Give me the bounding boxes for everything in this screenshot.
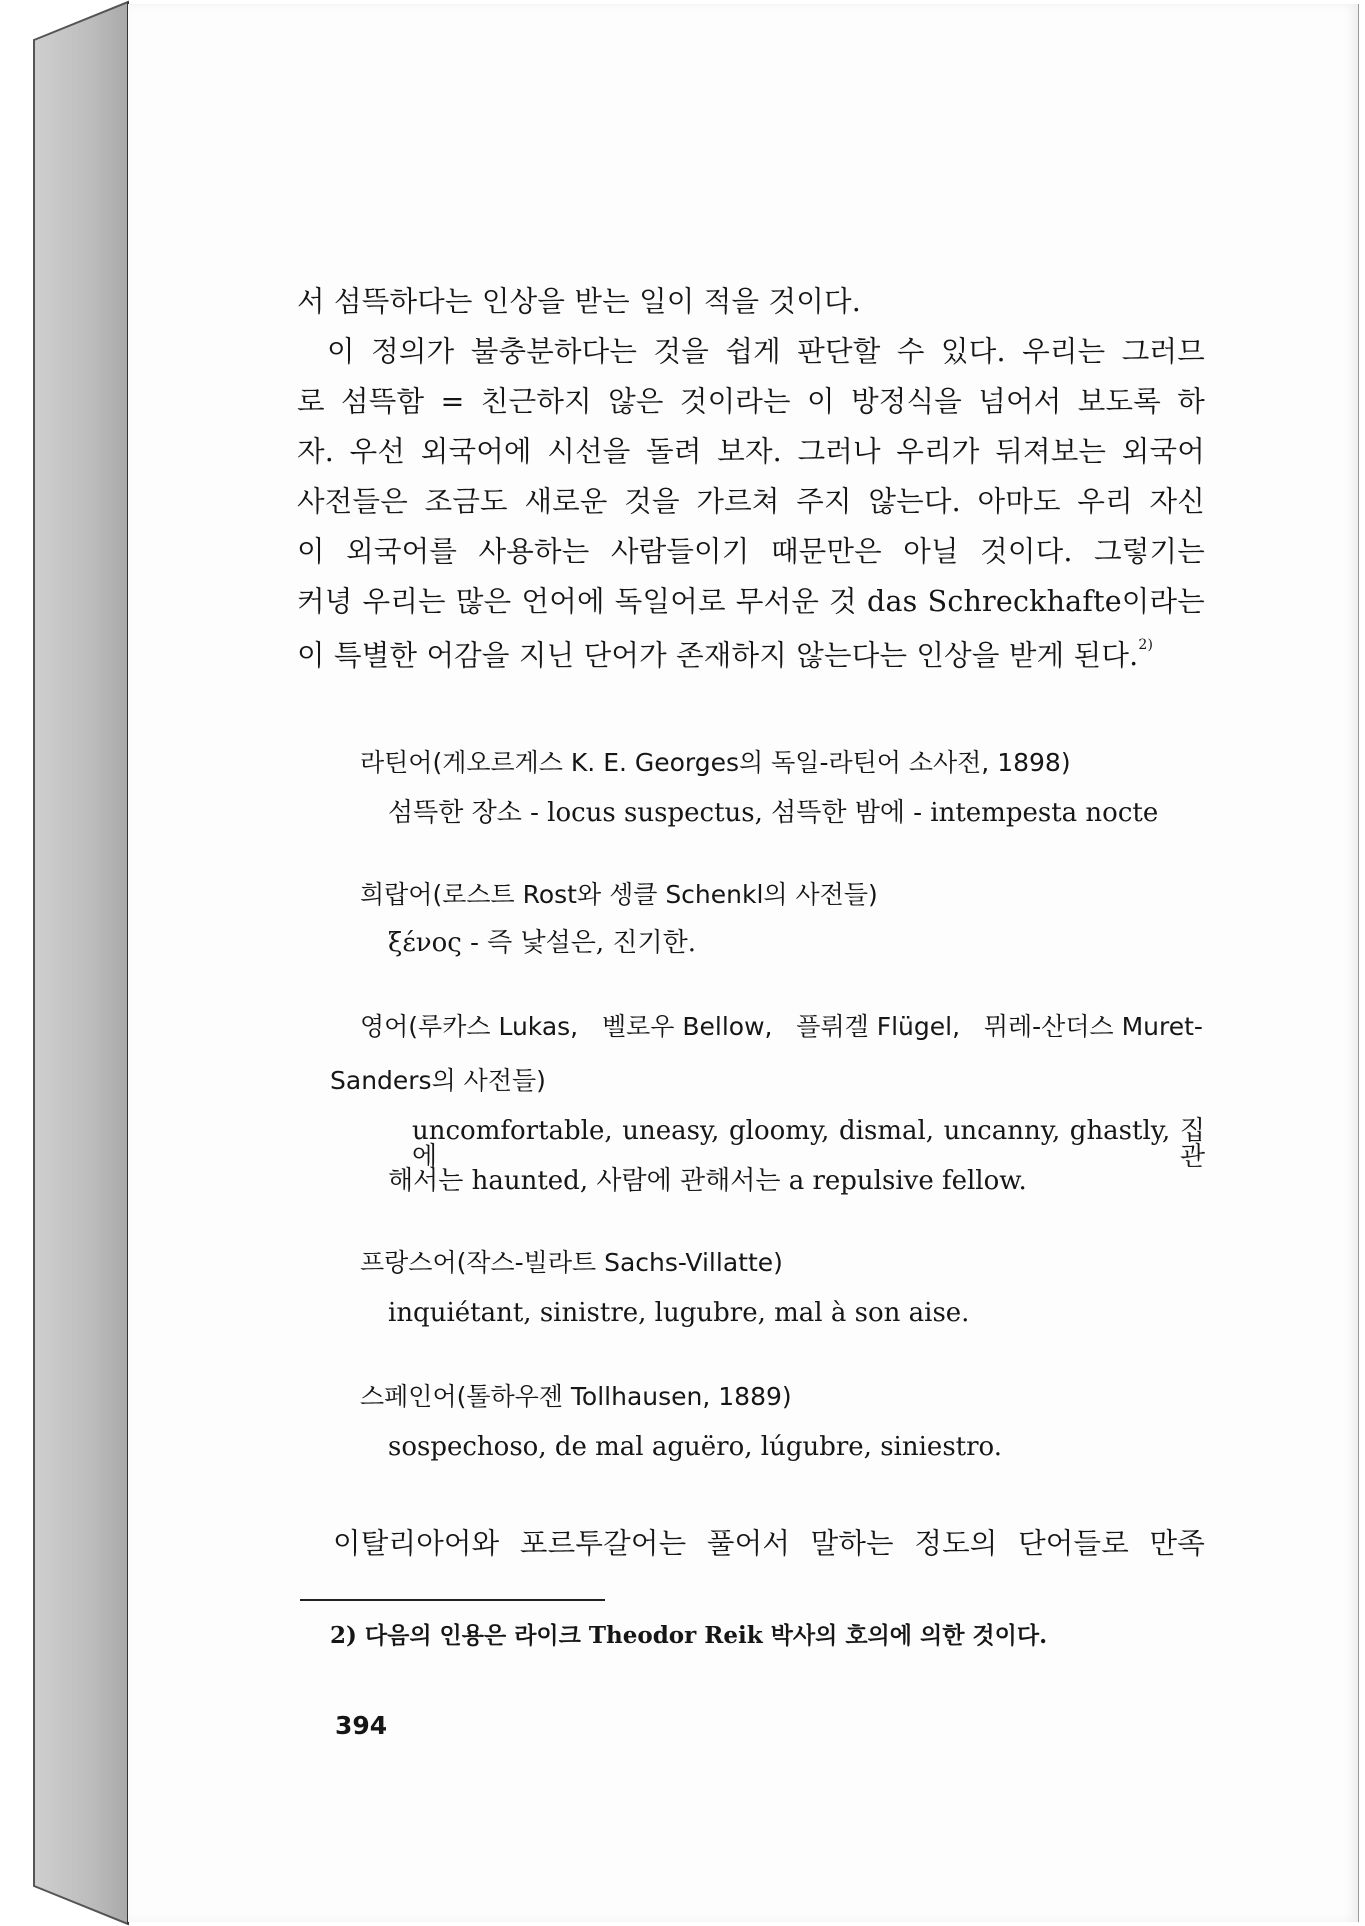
dictionary-entry: ξένος - 즉 낯설은, 진기한. [388, 928, 696, 958]
dictionary-heading-english: 영어(루카스 Lukas, 벨로우 Bellow, 플뤼겔 Flügel, 뮈레-산더스 Muret- [360, 1012, 1203, 1041]
dictionary-heading-french: 프랑스어(작스-빌라트 Sachs-Villatte) [360, 1248, 783, 1277]
paragraph-line: 자. 우선 외국어에 시선을 돌려 보자. 그러나 우리가 뒤져보는 외국어 [297, 435, 1205, 468]
paragraph-line: 사전들은 조금도 새로운 것을 가르쳐 주지 않는다. 아마도 우리 자신 [297, 485, 1205, 518]
paragraph-line: 커녕 우리는 많은 언어에 독일어로 무서운 것 das Schreckhafte이라는 [297, 585, 1205, 618]
page-number: 394 [335, 1711, 388, 1740]
paragraph-line: 서 섬뜩하다는 인상을 받는 일이 적을 것이다. [297, 285, 861, 318]
dictionary-entry: sospechoso, de mal aguëro, lúgubre, siniestro. [388, 1432, 1002, 1462]
paragraph-line: 로 섬뜩함 = 친근하지 않은 것이라는 이 방정식을 넘어서 보도록 하 [297, 385, 1205, 418]
dictionary-heading-greek: 희랍어(로스트 Rost와 셍클 Schenkl의 사전들) [360, 880, 878, 909]
dictionary-heading-latin: 라틴어(게오르게스 K. E. Georges의 독일-라틴어 소사전, 1898) [360, 748, 1071, 777]
dictionary-entry: 해서는 haunted, 사람에 관해서는 a repulsive fellow. [388, 1166, 1027, 1196]
paragraph-line [297, 638, 1153, 671]
footnote-marker: 2) [1138, 637, 1154, 653]
dictionary-entry: inquiétant, sinistre, lugubre, mal à son aise. [388, 1298, 970, 1328]
paragraph-line: 이탈리아어와 포르투갈어는 풀어서 말하는 정도의 단어들로 만족 [333, 1527, 1205, 1560]
dictionary-heading-english-cont: Sanders의 사전들) [330, 1066, 546, 1095]
dictionary-heading-spanish: 스페인어(톨하우젠 Tollhausen, 1889) [360, 1382, 792, 1411]
footnote-text: 2) 다음의 인용은 라이크 Theodor Reik 박사의 호의에 의한 것이다. [330, 1622, 1048, 1649]
paragraph-line-text: 이 특별한 어감을 지닌 단어가 존재하지 않는다는 인상을 받게 된다. [297, 639, 1139, 672]
dictionary-entry: 섬뜩한 장소 - locus suspectus, 섬뜩한 밤에 - intempesta nocte [388, 798, 1159, 828]
footnote-rule [300, 1599, 605, 1601]
paragraph-line: 이 정의가 불충분하다는 것을 쉽게 판단할 수 있다. 우리는 그러므 [327, 335, 1205, 368]
paragraph-line: 이 외국어를 사용하는 사람들이기 때문만은 아닐 것이다. 그렇기는 [297, 535, 1205, 568]
dictionary-entry: uncomfortable, uneasy, gloomy, dismal, uncanny, ghastly, 집에 관 [412, 1116, 1205, 1172]
